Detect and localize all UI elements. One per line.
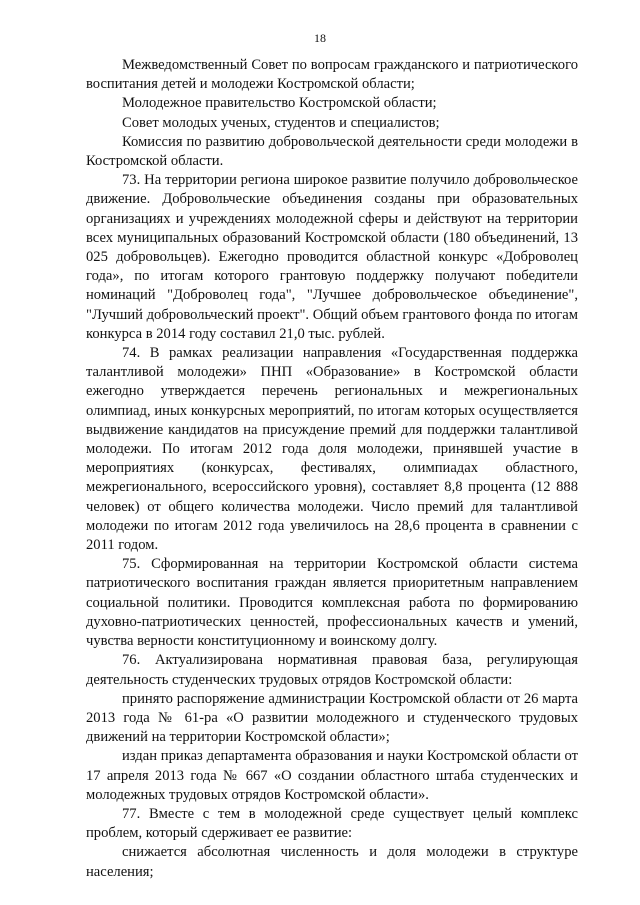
paragraph-76-order-61ra: принято распоряжение администрации Костромской области от 26 марта 2013 года № 61-ра «О развитии молодежного и студенческого трудовых движений на территории Костромской области»; [86,690,578,746]
document-body [86,56,578,882]
paragraph-76-order-667: издан приказ департамента образования и науки Костромской области от 17 апреля 2013 года № 667 «О создании областного штаба студенческих и молодежных трудовых отрядов Костромской области». [86,748,578,803]
paragraph-77-population-decline: снижается абсолютная численность и доля молодежи в структуре населения; [86,844,578,880]
paragraph-council-patriotic: Межведомственный Совет по вопросам гражданского и патриотического воспитания детей и молодежи Костромской области; [86,57,578,93]
paragraph-youth-government: Молодежное правительство Костромской области; [122,95,437,112]
paragraph-volunteer-commission: Комиссия по развитию добровольческой деятельности среди молодежи в Костромской области. [86,133,578,170]
paragraph-77: 77. Вместе с тем в молодежной среде существует целый комплекс проблем, который сдерживает ее развитие: [86,805,578,842]
paragraph-73: 73. На территории региона широкое развитие получило добровольческое движение. Добровольческие объединения созданы при образовательных организациях и учреждениях молодежной сферы и действуют на территории всех муниципальных образований Костромской области (180 объединений, 13 025 добровольцев). Ежегодно проводится областной конкурс «Доброволец года», по итогам которого грантовую поддержку получают победители номинаций "Доброволец года", "Лучшее добровольческое объединение", "Лучший добровольческий проект". Общий объем грантового фонда по итогам конкурса в 2014 году составил 21,0 тыс. рублей. [86,172,579,342]
page-number: 18 [314,31,326,45]
paragraph-75: 75. Сформированная на территории Костромской области система патриотического воспитания граждан является приоритетным направлением социальной политики. Проводится комплексная работа по формированию духовно-патриотических ценностей, профессиональных качеств и умений, чувства верности конституционному и воинскому долгу. [86,556,578,650]
paragraph-74: 74. В рамках реализации направления «Государственная поддержка талантливой молодежи» ПНП «Образование» в Костромской области ежегодно утверждается перечень региональных и межрегиональных олимпиад, иных конкурсных мероприятий, по итогам которых осуществляется выдвижение кандидатов на присуждение премий для поддержки талантливой молодежи. По итогам 2012 года доля молодежи, принявшей участие в мероприятиях (конкурсах, фестивалях, олимпиадах областного, межрегионального, всероссийского уровня), составляет 8,8 процента (12 888 человек) от общего количества молодежи. Число премий для талантливой молодежи по итогам 2012 года увеличилось на 28,6 процента в сравнении с 2011 годом. [86,345,578,554]
paragraph-76: 76. Актуализирована нормативная правовая база, регулирующая деятельность студенческих трудовых отрядов Костромской области: [86,652,578,688]
paragraph-young-scientists-council: Совет молодых ученых, студентов и специалистов; [122,114,440,131]
